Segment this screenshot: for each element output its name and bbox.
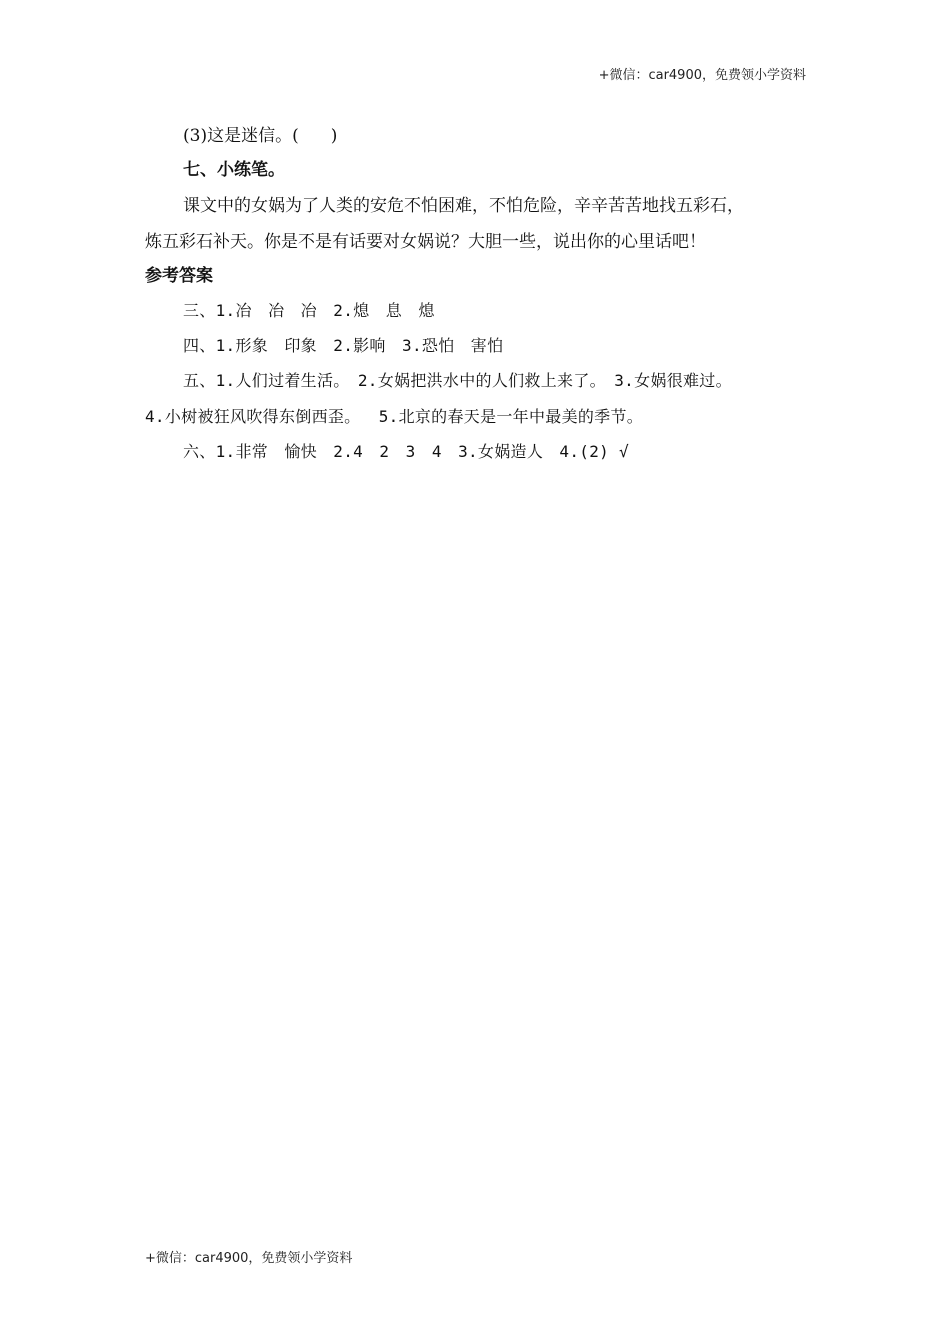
section-7-prompt-line2: 炼五彩石补天。你是不是有话要对女娲说？大胆一些，说出你的心里话吧！	[145, 232, 706, 252]
answer-liu: 六、1.非常 愉快 2.4 2 3 4 3.女娲造人 4.(2) √	[183, 442, 629, 461]
question-3-text: (3)这是迷信。(	[183, 126, 299, 146]
answers-title: 参考答案	[145, 266, 213, 286]
header-note: +微信：car4900，免费领小学资料	[598, 68, 806, 83]
answer-wu-line2: 4.小树被狂风吹得东倒西歪。 5.北京的春天是一年中最美的季节。	[145, 407, 644, 426]
answer-san: 三、1.冶 冶 冶 2.熄 息 熄	[183, 301, 435, 320]
question-3	[183, 128, 337, 145]
section-7-prompt-line1: 课文中的女娲为了人类的安危不怕困难，不怕危险，辛辛苦苦地找五彩石，	[183, 196, 744, 216]
section-7-title: 七、小练笔。	[183, 160, 285, 180]
question-3-close: )	[330, 126, 338, 146]
answer-wu-line1: 五、1.人们过着生活。 2.女娲把洪水中的人们救上来了。 3.女娲很难过。	[183, 371, 732, 390]
footer-note: +微信：car4900，免费领小学资料	[145, 1251, 353, 1266]
answer-si: 四、1.形象 印象 2.影响 3.恐怕 害怕	[183, 336, 504, 355]
